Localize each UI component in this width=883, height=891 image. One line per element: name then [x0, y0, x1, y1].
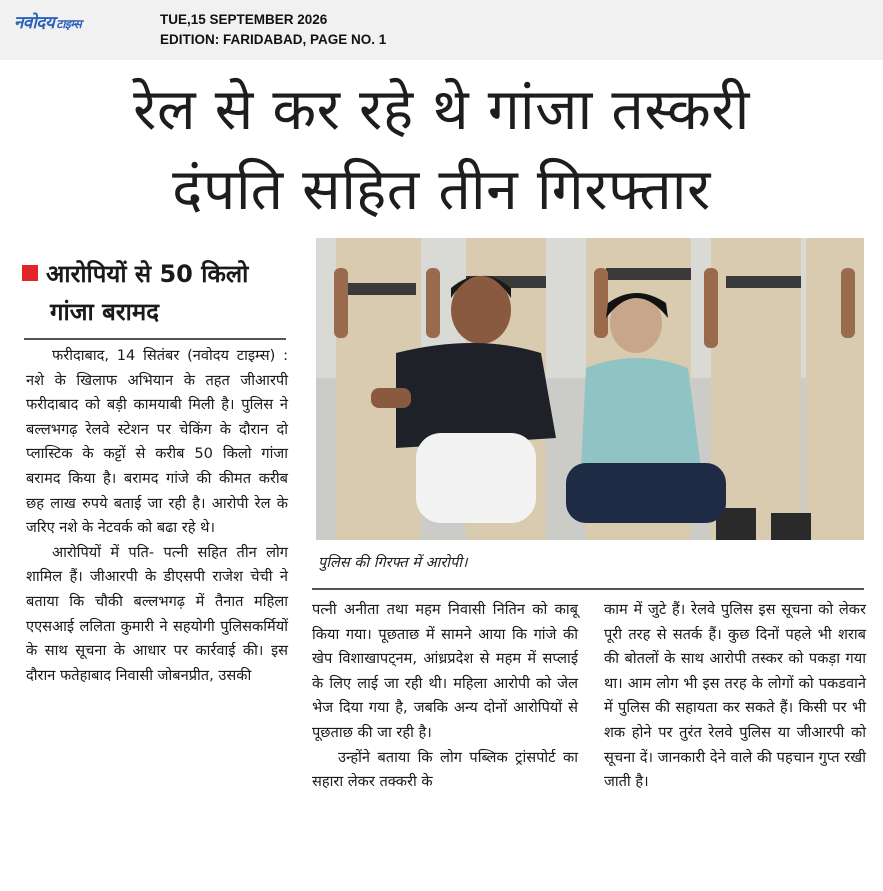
- news-photo: [316, 238, 864, 540]
- headline-line-2: दंपति सहित तीन गिरफ्तार: [172, 157, 711, 223]
- subheadline-line-2: गांजा बरामद: [50, 298, 159, 326]
- edition-info: [160, 10, 386, 50]
- article-column-3: [604, 598, 866, 795]
- paragraph: काम में जुटे हैं। रेलवे पुलिस इस सूचना को लेकर पूरी तरह से सतर्क हैं। कुछ दिनों पहले भी शराब की बोतलों के साथ आरोपी तस्कर को पकड़ा गया था। आम लोग भी इस तरह के लोगों को पकडवाने में पुलिस की सहायता कर सकते हैं। किसी पर भी शक होने पर तुरंत रेलवे पुलिस या जीआरपी को सूचना दें। जानकारी देने वाले की पहचान गुप्त रखी जाती है।: [604, 601, 866, 791]
- subheadline-line-1: आरोपियों से 50 किलो: [46, 260, 249, 288]
- photo-caption: पुलिस की गिरफ्त में आरोपी।: [318, 555, 468, 571]
- divider: [24, 338, 286, 340]
- paragraph: फरीदाबाद, 14 सितंबर (नवोदय टाइम्स) : नशे के खिलाफ अभियान के तहत जीआरपी फरीदाबाद को बड़ी कामयाबी मिली है। पुलिस ने बल्लभगढ़ रेलवे स्टेशन पर चेकिंग के दौरान दो प्लास्टिक के कट्टों से करीब 50 किलो गांजा बरामद किया है। बरामद गांजे की कीमत करीब छह लाख रुपये बताई जा रही है। आरोपी रेल के जरिए नशे के नेटवर्क को बढा रहे थे।: [26, 347, 288, 537]
- masthead-bar: [0, 0, 883, 60]
- edition-date: TUE,15 SEPTEMBER 2026: [160, 12, 328, 27]
- paragraph: आरोपियों में पति- पत्नी सहित तीन लोग शामिल हैं। जीआरपी के डीएसपी राजेश चेची ने बताया कि चौकी बल्लभगढ़ में तैनात महिला एएसआई ललिता कुमारी ने सहयोगी पुलिसकर्मियों के साथ सूचना के आधार पर कार्रवाई की। इस दौरान फतेहाबाद निवासी जोबनप्रीत, उसकी: [26, 543, 288, 684]
- red-square-bullet-icon: [22, 265, 38, 281]
- headline: [0, 70, 883, 230]
- article-column-1: [26, 344, 288, 688]
- newspaper-logo[interactable]: [14, 10, 81, 33]
- paragraph: उन्होंने बताया कि लोग पब्लिक ट्रांसपोर्ट का सहारा लेकर तक्करी के: [312, 748, 578, 791]
- photo-illustration: [316, 238, 864, 540]
- headline-line-1: रेल से कर रहे थे गांजा तस्करी: [133, 77, 750, 143]
- logo-main: नवोदय: [14, 13, 55, 33]
- logo-sub: टाइम्स: [56, 17, 82, 31]
- subheadline: [22, 255, 292, 331]
- article-column-2: [312, 598, 578, 795]
- paragraph: पत्नी अनीता तथा महम निवासी नितिन को काबू किया गया। पूछताछ में सामने आया कि गांजे की खेप विशाखापट्नम, आंध्रप्रदेश से महम में सप्लाई के लिए लाई जा रही थी। महिला आरोपी को जेल भेज दिया गया है, जबकि अन्य दोनों आरोपियों से पूछताछ की जा रही है।: [312, 601, 578, 741]
- edition-page: EDITION: FARIDABAD, PAGE NO. 1: [160, 32, 387, 47]
- divider: [312, 588, 864, 590]
